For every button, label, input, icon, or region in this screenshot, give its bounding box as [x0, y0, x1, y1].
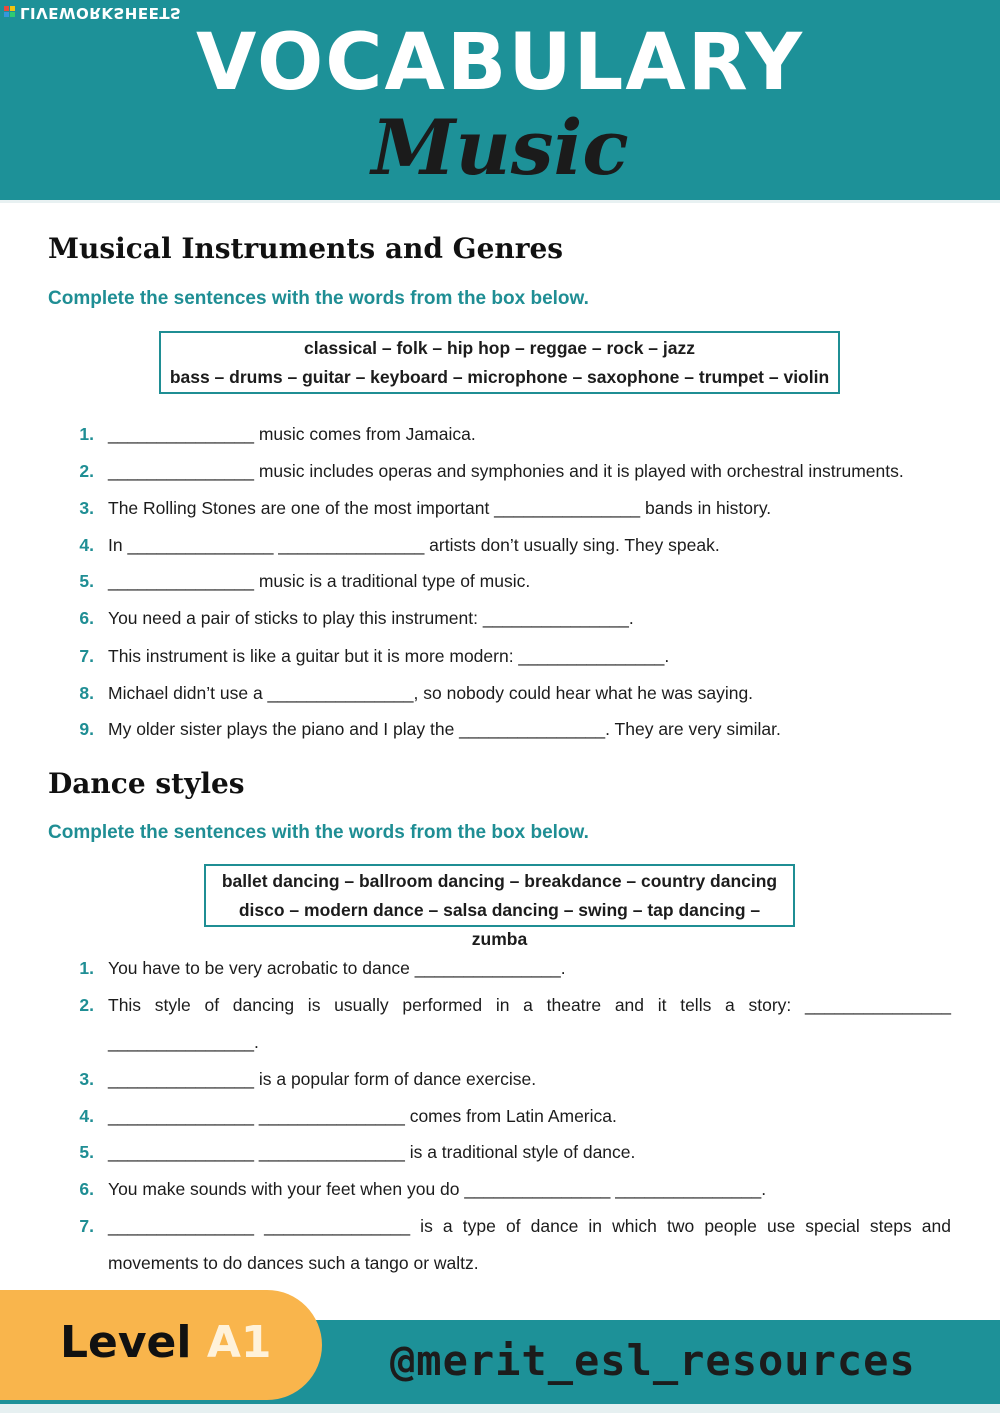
question-number: 3.: [79, 1069, 94, 1089]
liveworksheets-logo-icon: [4, 6, 16, 18]
question-text[interactable]: _______________ _______________ comes from Latin America.: [108, 1106, 617, 1126]
level-word: Level: [60, 1317, 192, 1368]
question-number: 2.: [79, 461, 94, 481]
question-number: 7.: [79, 1216, 94, 1236]
section-title-instruments: Musical Instruments and Genres: [48, 232, 564, 265]
word-box-line: disco – modern dance – salsa dancing – swing – tap dancing – zumba: [238, 900, 761, 949]
question-text[interactable]: _______________ music is a traditional type of music.: [108, 571, 531, 591]
level-code: A1: [206, 1317, 272, 1368]
header-divider: [0, 200, 1000, 203]
word-box-dance: [204, 864, 795, 949]
section-title-dance: Dance styles: [48, 767, 245, 800]
word-box-line: ballet dancing – ballroom dancing – breakdance – country dancing: [221, 871, 778, 891]
question-text[interactable]: You need a pair of sticks to play this instrument: _______________.: [108, 608, 634, 628]
question-text[interactable]: You have to be very acrobatic to dance _______________.: [108, 958, 566, 978]
question-text[interactable]: Michael didn’t use a _______________, so nobody could hear what he was saying.: [108, 683, 754, 703]
instruction-instruments: Complete the sentences with the words from the box below.: [48, 288, 589, 309]
question-text[interactable]: _______________ _______________ is a type of dance in which two people use special steps and: [108, 1216, 951, 1236]
question-text[interactable]: _______________ music includes operas and symphonies and it is played with orchestral instruments.: [108, 461, 904, 481]
question-text[interactable]: In _______________ _______________ artists don’t usually sing. They speak.: [108, 535, 720, 555]
question-text[interactable]: _______________ _______________ is a traditional style of dance.: [108, 1142, 636, 1162]
instruction-dance: Complete the sentences with the words from the box below.: [48, 822, 589, 843]
word-box-line: classical – folk – hip hop – reggae – rock – jazz: [304, 338, 695, 358]
page-subtitle: Music: [371, 103, 629, 192]
question-text[interactable]: _______________ music comes from Jamaica.: [108, 424, 476, 444]
question-number: 9.: [79, 719, 94, 739]
question-number: 2.: [79, 995, 94, 1015]
question-number: 5.: [79, 571, 94, 591]
question-number: 3.: [79, 498, 94, 518]
question-text[interactable]: The Rolling Stones are one of the most important _______________ bands in history.: [108, 498, 772, 518]
level-label: [60, 1313, 271, 1373]
question-text[interactable]: This style of dancing is usually performed in a theatre and it tells a story: _______________: [108, 995, 951, 1015]
question-number: 5.: [79, 1142, 94, 1162]
question-number: 8.: [79, 683, 94, 703]
question-text-continued[interactable]: _______________.: [108, 1032, 259, 1052]
question-number: 6.: [79, 608, 94, 628]
watermark: LIVEWORKSHEETS: [20, 4, 182, 22]
question-text-continued[interactable]: movements to do dances such a tango or waltz.: [108, 1253, 479, 1273]
question-text[interactable]: _______________ is a popular form of dance exercise.: [108, 1069, 537, 1089]
question-text[interactable]: You make sounds with your feet when you do _______________ _______________.: [108, 1179, 767, 1199]
question-number: 1.: [79, 958, 94, 978]
word-box-line: bass – drums – guitar – keyboard – microphone – saxophone – trumpet – violin: [169, 367, 830, 387]
question-number: 7.: [79, 646, 94, 666]
question-text[interactable]: This instrument is like a guitar but it is more modern: _______________.: [108, 646, 670, 666]
word-box-instruments: [159, 331, 840, 394]
question-number: 4.: [79, 1106, 94, 1126]
author-handle: @merit_esl_resources: [390, 1336, 916, 1385]
page-title: VOCABULARY: [195, 18, 805, 108]
question-number: 1.: [79, 424, 94, 444]
question-text[interactable]: My older sister plays the piano and I play the _______________. They are very similar.: [108, 719, 781, 739]
question-number: 4.: [79, 535, 94, 555]
footer-divider: [0, 1404, 1000, 1413]
question-number: 6.: [79, 1179, 94, 1199]
